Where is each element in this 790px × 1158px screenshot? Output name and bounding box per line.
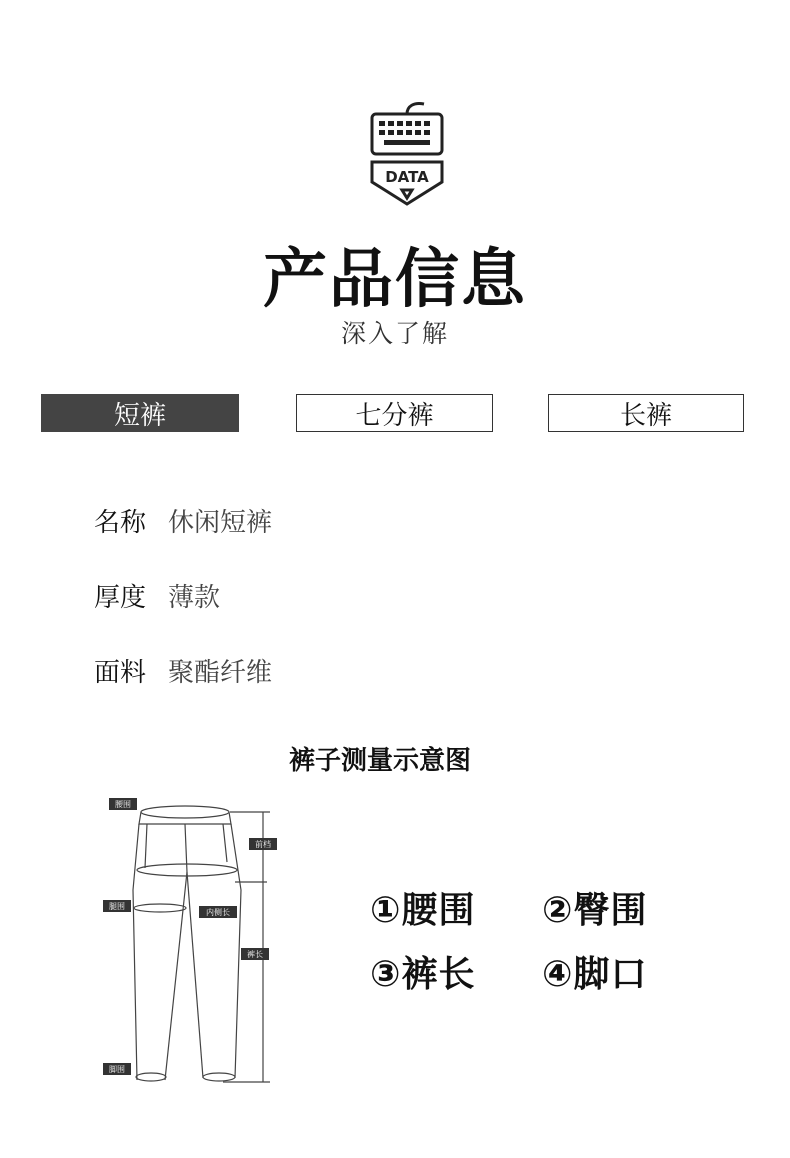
- logo-text: DATA: [385, 168, 429, 186]
- spec-label: 厚度: [94, 583, 147, 613]
- page-title: 产品信息: [263, 243, 527, 317]
- tab-long-pants[interactable]: 长裤: [548, 394, 744, 432]
- label-inseam: 内侧长: [206, 908, 230, 917]
- spec-label: 名称: [94, 508, 147, 538]
- spec-value: 休闲短裤: [168, 508, 273, 538]
- spec-row-fabric: [94, 652, 272, 689]
- tab-shorts[interactable]: 短裤: [41, 394, 239, 432]
- label-hem: 脚围: [109, 1065, 125, 1074]
- pants-measurement-diagram: [95, 790, 285, 1090]
- spec-value: 聚酯纤维: [168, 658, 273, 688]
- spec-row-name: [94, 502, 272, 539]
- label-length: 裤长: [247, 950, 263, 959]
- spec-row-thickness: [94, 577, 220, 614]
- spec-label: 面料: [94, 658, 147, 688]
- spec-value: 薄款: [168, 583, 221, 613]
- diagram-title: 裤子测量示意图: [288, 746, 471, 776]
- label-rise: 前档: [255, 840, 271, 849]
- page-subtitle: 深入了解: [340, 319, 449, 348]
- tab-capri[interactable]: 七分裤: [296, 394, 493, 432]
- legend-length: ③裤长: [370, 954, 476, 995]
- label-waist: 腰围: [115, 800, 131, 809]
- legend-hip: ②臀围: [542, 890, 648, 931]
- label-thigh: 腿围: [109, 902, 125, 911]
- legend-waist: ①腰围: [370, 890, 476, 931]
- data-keyboard-logo: [362, 98, 452, 210]
- legend-hem: ④脚口: [542, 954, 648, 995]
- keyboard-icon: [372, 103, 442, 204]
